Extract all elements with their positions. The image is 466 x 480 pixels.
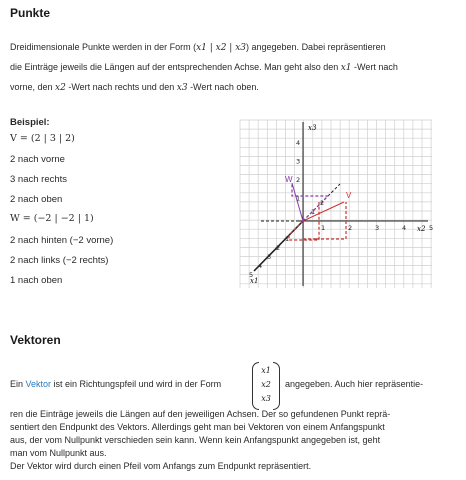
vector-line-4: man vom Nullpunkt aus. — [10, 448, 107, 458]
vektor-link[interactable]: Vektor — [25, 379, 52, 389]
x1-tick-label: 4 — [258, 262, 263, 270]
matrix-x1: x1 — [261, 366, 271, 375]
x1-neg-tick-label: 1 — [311, 208, 316, 216]
x2-tick-label: 5 — [429, 224, 434, 232]
intro-paragraph: Dreidimensionale Punkte werden in der Form (x1 | x2 | x3) angegeben. Dabei repräsentieren die Einträge jeweils die Längen auf der entsprechenden Achse. Man geht also den x1 -Wert nach vorne, den x2 -Wert nach rechts und den x3 -Wert nach oben. — [10, 42, 398, 93]
x2-tick-label: 2 — [348, 224, 353, 232]
x3-tick-label: 1 — [296, 194, 301, 203]
x1-tick-label: 3 — [267, 253, 272, 261]
x2-tick-label: 3 — [375, 224, 380, 232]
x3-tick-label: 3 — [296, 157, 301, 166]
example-title: Beispiel: — [10, 117, 50, 128]
x3-tick-label: 4 — [296, 139, 301, 147]
v-step-3: 2 nach oben — [10, 194, 63, 205]
coordinate-figure — [236, 118, 436, 290]
v-step-2: 3 nach rechts — [10, 174, 68, 185]
vector-matrix — [252, 362, 280, 408]
x3-symbol: x3 — [176, 83, 188, 93]
v-step-1: 2 nach vorne — [10, 154, 65, 165]
vector-sentence-end: angegeben. Auch hier repräsentie- — [285, 379, 424, 389]
label-x3: x3 — [308, 124, 317, 132]
label-x2: x2 — [417, 225, 426, 233]
label-x1: x1 — [250, 277, 259, 285]
v-definition: V = (2 | 3 | 2) — [10, 133, 75, 144]
point-form: x1 | x2 | x3 — [196, 43, 247, 53]
grid — [240, 120, 432, 288]
label-w: W — [285, 175, 293, 184]
x1-tick-label: 5 — [249, 271, 254, 279]
x2-symbol: x2 — [55, 83, 66, 93]
heading-vektoren: Vektoren — [10, 333, 61, 347]
w-step-1: 2 nach hinten (−2 vorne) — [10, 235, 114, 246]
x1-tick-label: 2 — [276, 244, 281, 252]
vector-line-5: Der Vektor wird durch einen Pfeil vom Anfangs zum Endpunkt repräsentiert. — [10, 461, 312, 471]
w-step-3: 1 nach oben — [10, 275, 63, 286]
matrix-x3: x3 — [261, 394, 271, 403]
matrix-x2: x2 — [261, 380, 271, 389]
vector-line-1: ren die Einträge jeweils die Längen auf den jeweiligen Achsen. Der so gefundenen Punkt reprä- — [10, 409, 391, 419]
x2-tick-label: 1 — [321, 224, 326, 232]
vector-paragraph — [10, 408, 460, 473]
x1-tick-label: 1 — [285, 235, 290, 243]
x3-tick-label: 2 — [296, 176, 301, 184]
x1-symbol: x1 — [340, 63, 352, 73]
heading-punkte: Punkte — [10, 6, 51, 20]
vector-sentence-start: Ein Vektor ist ein Richtungspfeil und wird in der Form — [10, 379, 222, 389]
w-step-2: 2 nach links (−2 rechts) — [10, 255, 109, 266]
vector-line-2: sentiert den Endpunkt des Vektors. Allerdings geht man bei Vektoren von einem Anfangspunkt — [10, 422, 385, 432]
label-v: V — [346, 191, 352, 200]
x1-neg-tick-label: 2 — [320, 199, 325, 207]
vector-line-3: aus, der vom Nullpunkt verschieden sein kann. Wenn kein Anfangspunkt angegeben ist, geht — [10, 435, 381, 445]
x2-tick-label: 4 — [402, 224, 407, 232]
w-definition: W = (−2 | −2 | 1) — [10, 213, 94, 224]
